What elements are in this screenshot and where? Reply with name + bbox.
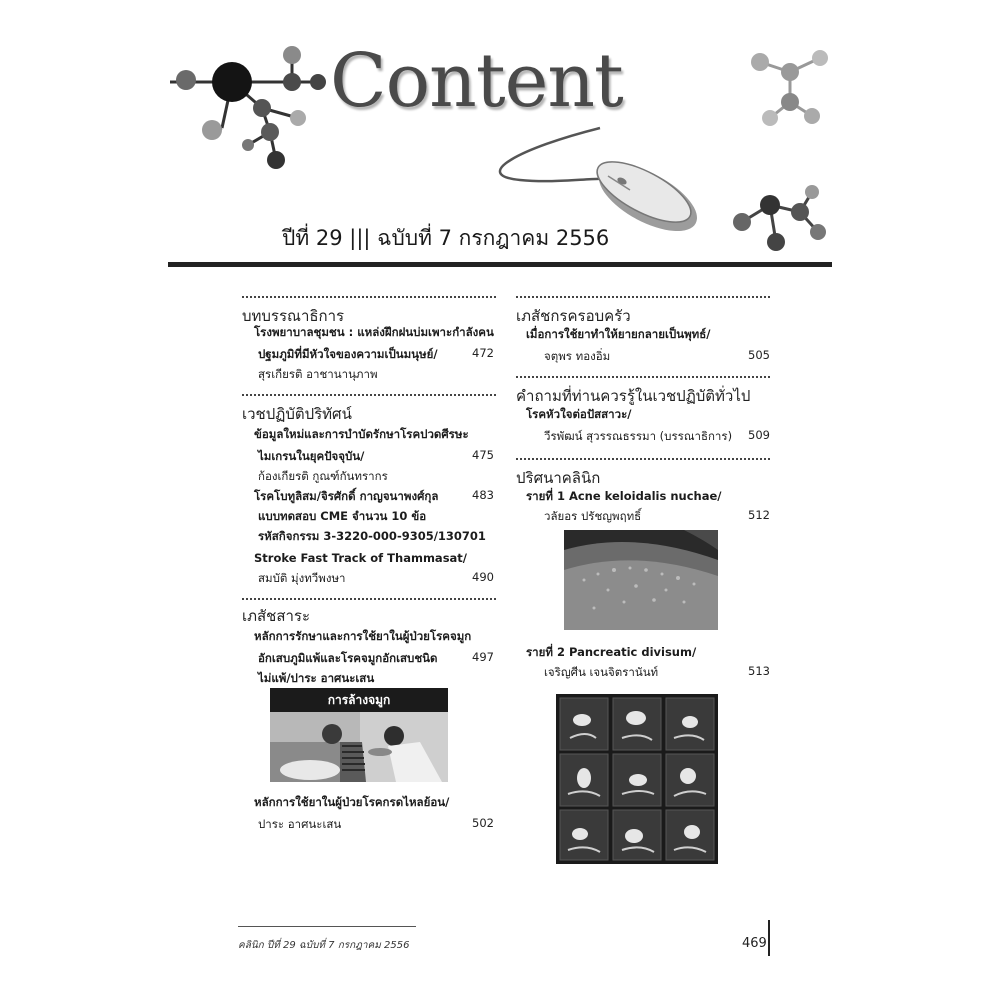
entry-author: สมบัติ มุ่งทวีพงษา <box>258 571 346 585</box>
entry-title[interactable]: เมื่อการใช้ยาทำให้ยายกลายเป็นพุทธ์/ <box>526 327 711 341</box>
entry-title[interactable]: รายที่ 2 Pancreatic divisum/ <box>526 645 697 659</box>
section-heading: คำถามที่ท่านควรรู้ในเวชปฏิบัติทั่วไป <box>516 387 751 405</box>
entry-author: ปาระ อาศนะเสน <box>258 817 342 831</box>
entry-author: วลัยอร ปรัชญพฤทธิ์ <box>544 509 642 523</box>
nasal-irrigation-photo <box>270 712 448 782</box>
entry-title[interactable]: ไมเกรนในยุคปัจจุบัน/ <box>258 449 365 463</box>
section-heading: บทบรรณาธิการ <box>242 307 345 325</box>
footer-rule <box>238 926 416 927</box>
ercp-images-photo <box>556 694 718 864</box>
page-title: Content <box>330 38 623 124</box>
entry-title[interactable]: รหัสกิจกรรม 3-3220-000-9305/130701 <box>258 529 486 543</box>
entry-page: 475 <box>472 448 494 462</box>
entry-author: จตุพร ทองอิ่ม <box>544 349 611 363</box>
entry-title[interactable]: ปฐมภูมิที่มีหัวใจของความเป็นมนุษย์/ <box>258 347 438 361</box>
entry-title[interactable]: รายที่ 1 Acne keloidalis nuchae/ <box>526 489 722 503</box>
section-divider <box>516 458 770 460</box>
section-heading: เภสัชสาระ <box>242 607 311 625</box>
entry-page: 472 <box>472 346 494 360</box>
entry-author: วีรพัฒน์ สุวรรณธรรมา (บรรณาธิการ) <box>544 429 733 443</box>
entry-title[interactable]: แบบทดสอบ CME จำนวน 10 ข้อ <box>258 509 427 523</box>
entry-title[interactable]: อักเสบภูมิแพ้และโรคจมูกอักเสบชนิด <box>258 651 438 665</box>
entry-page: 512 <box>748 508 770 522</box>
photo-caption: การล้างจมูก <box>270 688 448 712</box>
entry-page: 502 <box>472 816 494 830</box>
section-heading: ปริศนาคลินิก <box>516 469 601 487</box>
entry-page: 490 <box>472 570 494 584</box>
entry-page: 505 <box>748 348 770 362</box>
entry-title[interactable]: ไม่แพ้/ปาระ อาศนะเสน <box>258 671 375 685</box>
entry-title[interactable]: โรคโบทูลิสม/จิรศักดิ์ กาญจนาพงศ์กุล <box>254 489 439 503</box>
entry-title[interactable]: โรคหัวใจต่อปัสสาวะ/ <box>526 407 632 421</box>
entry-title[interactable]: Stroke Fast Track of Thammasat/ <box>254 551 467 565</box>
issue-line: ปีที่ 29 ||| ฉบับที่ 7 กรกฎาคม 2556 <box>282 226 610 250</box>
entry-title[interactable]: หลักการรักษาและการใช้ยาในผู้ป่วยโรคจมูก <box>254 629 472 643</box>
entry-page: 497 <box>472 650 494 664</box>
entry-title[interactable]: ข้อมูลใหม่และการบำบัดรักษาโรคปวดศีรษะ <box>254 427 469 441</box>
entry-author: สุรเกียรติ อาชานานุภาพ <box>258 367 378 381</box>
section-divider <box>516 296 770 298</box>
footer-citation: คลินิก ปีที่ 29 ฉบับที่ 7 กรกฎาคม 2556 <box>238 940 410 951</box>
section-divider <box>242 394 496 396</box>
entry-author: ก้องเกียรติ กูณฑ์กันทรากร <box>258 469 388 483</box>
entry-page: 509 <box>748 428 770 442</box>
page-number-bar <box>768 920 770 956</box>
entry-author: เจริญศีน เจนจิตรานันท์ <box>544 665 659 679</box>
section-divider <box>242 296 496 298</box>
header-rule <box>168 262 832 267</box>
entry-title[interactable]: โรงพยาบาลชุมชน : แหล่งฝึกฝนบ่มเพาะกำลังคน <box>254 325 494 339</box>
acne-keloidalis-photo <box>564 530 718 630</box>
entry-page: 513 <box>748 664 770 678</box>
entry-page: 483 <box>472 488 494 502</box>
entry-title[interactable]: หลักการใช้ยาในผู้ป่วยโรคกรดไหลย้อน/ <box>254 795 450 809</box>
section-divider <box>242 598 496 600</box>
section-divider <box>516 376 770 378</box>
section-heading: เวชปฏิบัติปริทัศน์ <box>242 405 352 423</box>
section-heading: เภสัชกรครอบครัว <box>516 307 631 325</box>
page-number: 469 <box>742 936 767 951</box>
